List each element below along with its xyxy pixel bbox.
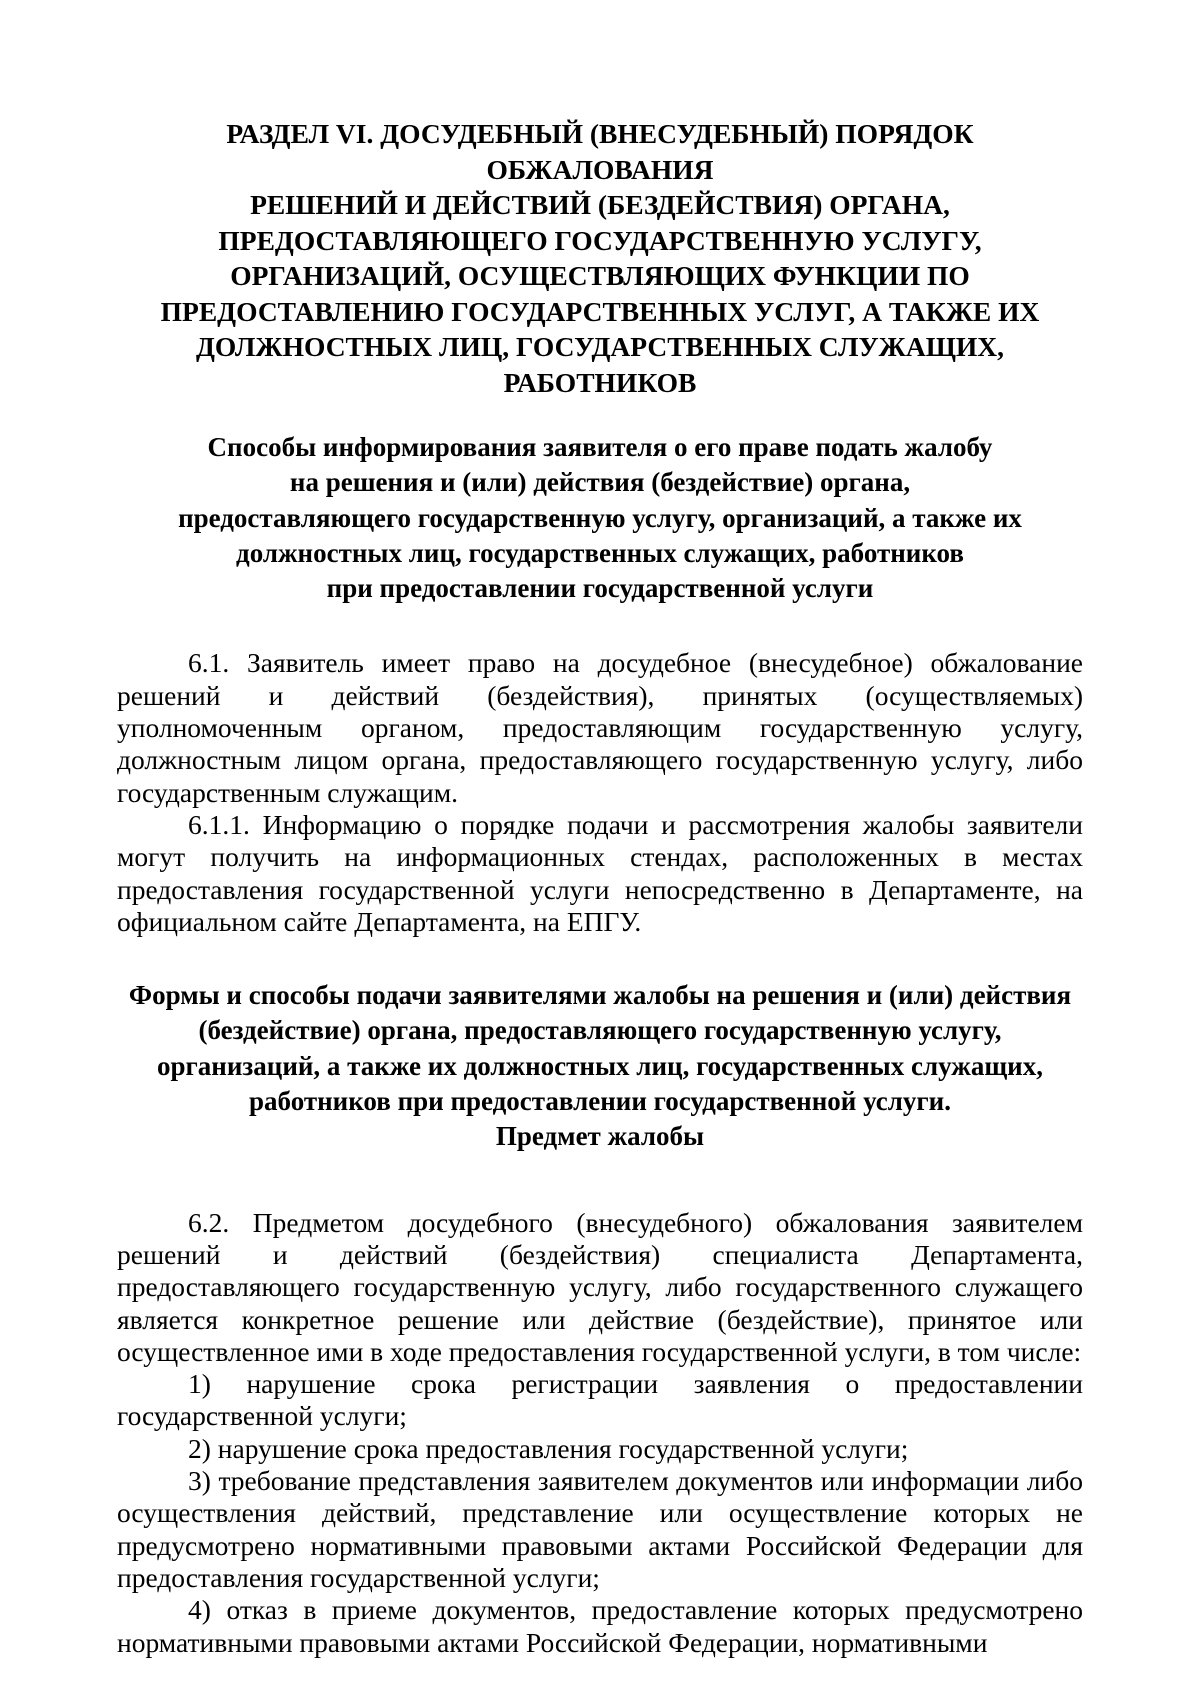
subheading-line: Формы и способы подачи заявителями жалобы на решения и (или) действия <box>128 980 1072 1011</box>
section-title-line: ДОЛЖНОСТНЫХ ЛИЦ, ГОСУДАРСТВЕННЫХ СЛУЖАЩИХ, <box>195 331 1005 362</box>
subheading-informing-methods <box>117 430 1083 606</box>
subheading-line: (бездействие) органа, предоставляющего государственную услугу, <box>198 1015 1002 1046</box>
list-item-2: 2) нарушение срока предоставления государственной услуги; <box>188 1432 909 1464</box>
subheading-line: Предмет жалобы <box>495 1121 705 1152</box>
subheading-line: Способы информирования заявителя о его праве подать жалобу <box>207 432 993 462</box>
paragraph-6-1-1: 6.1.1. Информацию о порядке подачи и рассмотрения жалобы заявители могут получить на информационных стендах, расположенных в местах предоставления государственной услуги непосредственно в Департаменте, на официальном сайте Департамента, на ЕПГУ. <box>117 808 1083 937</box>
section-title-line: РАБОТНИКОВ <box>503 366 697 398</box>
subheading-line: при предоставлении государственной услуги <box>326 573 874 604</box>
section-title-line: РАЗДЕЛ VI. ДОСУДЕБНЫЙ (ВНЕСУДЕБНЫЙ) ПОРЯДОК ОБЖАЛОВАНИЯ <box>226 118 974 185</box>
subheading-line: организаций, а также их должностных лиц, государственных служащих, <box>157 1050 1043 1081</box>
subheading-line: работников при предоставлении государственной услуги. <box>249 1086 951 1117</box>
subheading-line: предоставляющего государственную услугу, организаций, а также их <box>178 502 1022 533</box>
section-title-line: ПРЕДОСТАВЛЕНИЮ ГОСУДАРСТВЕННЫХ УСЛУГ, А ТАКЖЕ ИХ <box>160 295 1040 327</box>
section-title-line: ПРЕДОСТАВЛЯЮЩЕГО ГОСУДАРСТВЕННУЮ УСЛУГУ, <box>218 224 982 256</box>
paragraph-6-2: 6.2. Предметом досудебного (внесудебного) обжалования заявителем решений и действий (бездействия) специалиста Департамента, предоставляющего государственную услугу, либо государственного служащего является конкретное решение или действие (бездействие), принятое или осуществленное ими в ходе предоставления государственной услуги, в том числе: <box>117 1206 1083 1367</box>
list-item-3: 3) требование представления заявителем документов или информации либо осуществления действий, представление или осуществление которых не предусмотрено нормативными правовыми актами Российской Федерации для предоставления государственной услуги; <box>117 1465 1083 1593</box>
subheading-line: должностных лиц, государственных служащих, работников <box>236 537 964 568</box>
section-title <box>117 116 1083 400</box>
list-item-1: 1) нарушение срока регистрации заявления о предоставлении государственной услуги; <box>117 1368 1083 1432</box>
section-title-line: ОРГАНИЗАЦИЙ, ОСУЩЕСТВЛЯЮЩИХ ФУНКЦИИ ПО <box>230 260 970 291</box>
list-item-4: 4) отказ в приеме документов, предоставление которых предусмотрено нормативными правовыми актами Российской Федерации, нормативными <box>117 1594 1083 1658</box>
subheading-line: на решения и (или) действия (бездействие) органа, <box>289 467 911 498</box>
subheading-complaint-forms <box>117 978 1083 1154</box>
paragraph-6-1: 6.1. Заявитель имеет право на досудебное (внесудебное) обжалование решений и действий (бездействия), принятых (осуществляемых) уполномоченным органом, предоставляющим государственную услугу, должностным лицом органа, предоставляющего государственную услугу, либо государственным служащим. <box>117 647 1083 808</box>
section-title-line: РЕШЕНИЙ И ДЕЙСТВИЙ (БЕЗДЕЙСТВИЯ) ОРГАНА, <box>250 189 950 220</box>
document-content <box>117 116 1083 1659</box>
